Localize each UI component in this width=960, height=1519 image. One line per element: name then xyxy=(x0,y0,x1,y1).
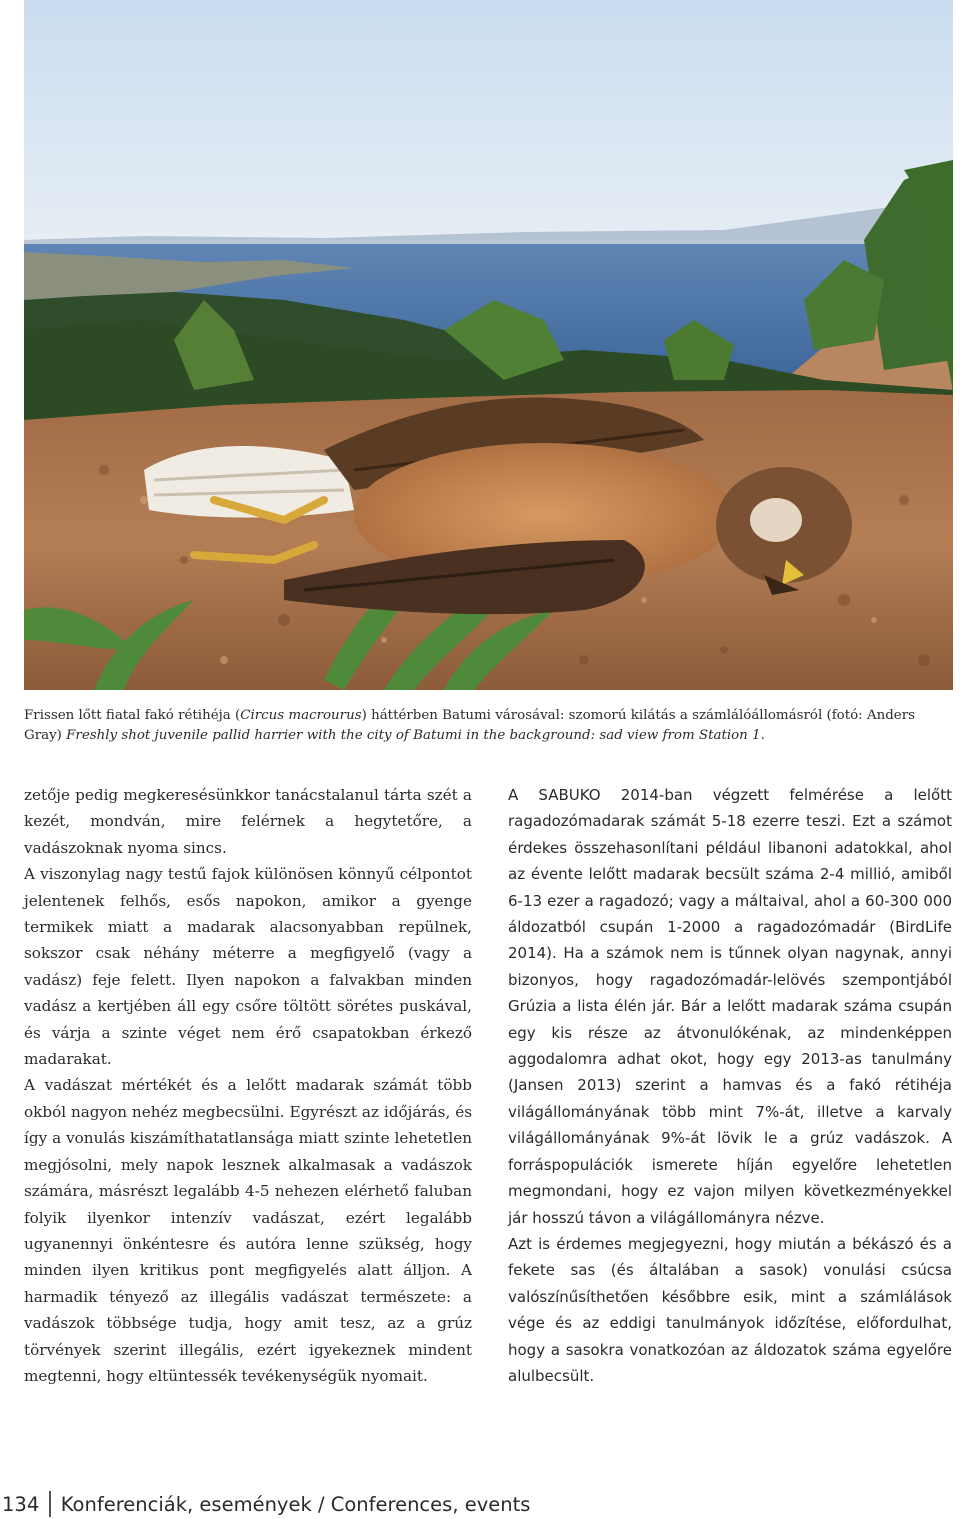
caption-hu-prefix: Frissen lőtt fiatal fakó rétihéja ( xyxy=(24,708,241,723)
left-paragraph-1: zetője pedig megkeresésünkkor tanácstalanul tárta szét a kezét, mondván, mire felérnek a hegytetőre, a vadászoknak nyoma sincs. xyxy=(24,786,472,857)
left-paragraph-3: A vadászat mértékét és a lelőtt madarak számát több okból nagyon nehéz megbecsülni. Egyrészt az időjárás, és így a vonulás kiszámíthatatlansága miatt szinte lehetetlen megjósolni, mely napok lesznek alkalmasak a vadászok számára, másrészt legalább 4-5 nehezen elérhető faluban folyik ilyenkor intenzív vadászat, ezért legalább ugyanennyi önkéntesre és autóra lenne szükség, hogy minden ilyen kritikus pont megfigyelés alatt álljon. A harmadik tényező az illegális vadászat természete: a vadászok többsége tudja, hogy amit tesz, az a grúz törvények szerint illegális, ezért igyekeznek mindent megtenni, hogy eltüntessék tevékenységük nyomait. xyxy=(24,1076,472,1385)
photo xyxy=(24,0,953,690)
caption-hu-suffix: ) háttérben Batumi városával: szomorú kilátás a számlálóállomásról (fotó: Anders Gray) xyxy=(24,708,916,743)
right-paragraph-1: A SABUKO 2014-ban végzett felmérése a lelőtt ragadozómadarak számát 5-18 ezerre teszi. Ezt a számot érdekes összehasonlítani például libanoni adatokkal, ahol az évente lelőtt madarak becsült száma 2-4 millió, amiből 6-13 ezer a ragadozó; vagy a máltaival, ahol a 60-300 000 áldozatból csupán 1-2000 a ragadozómadár (BirdLife 2014). Ha a számok nem is tűnnek olyan nagynak, annyi bizonyos, hogy ragadozómadár-lelövés szempontjából Grúzia a lista élén jár. Bár a lelőtt madarak száma csupán egy kis része az átvonulókénak, az mindenképpen aggodalomra adhat okot, hogy egy 2013-as tanulmány (Jansen 2013) szerint a hamvas és a fakó rétihéja világállományának több mint 7%-át, illetve a karvaly világállományának 9%-át lövik le a grúz vadászok. A forráspopulációk ismerete híján egyelőre lehetetlen megmondani, hogy ez vajon milyen következményekkel jár hosszú távon a világállományra nézve. xyxy=(508,786,952,1227)
caption-hu-latin: Circus macrourus xyxy=(240,708,362,723)
section-title: Konferenciák, események / Conferences, events xyxy=(60,1492,531,1516)
photo-caption xyxy=(24,706,954,746)
left-paragraph-2: A viszonylag nagy testű fajok különösen könnyű célpontot jelentenek felhős, esős napokon, amikor a gyenge termikek miatt a madarak alacsonyabban repülnek, sokszor csak néhány méterre a megfigyelő (vagy a vadász) feje felett. Ilyen napokon a falvakban minden vadász a kertjében áll egy csőre töltött sörétes puskával, és várja a szinte véget nem érő csapatokban érkező madarakat. xyxy=(24,865,472,1069)
page-footer xyxy=(2,1489,530,1519)
photo-image xyxy=(24,0,953,690)
caption-en: Freshly shot juvenile pallid harrier with the city of Batumi in the background: sad view from Station 1. xyxy=(66,728,765,743)
page-number: 134 xyxy=(2,1492,40,1516)
right-paragraph-2: Azt is érdemes megjegyezni, hogy miután a békászó és a fekete sas (és általában a sasok) vonulási csúcsa valószínűsíthetően későbbre esik, mint a számlálások vége és az eddigi tanulmányok időzítése, előfordulhat, hogy a sasokra vonatkozóan az áldozatok száma egyelőre alulbecsült. xyxy=(508,1234,952,1385)
left-column xyxy=(24,782,472,1389)
footer-divider xyxy=(49,1491,51,1517)
right-column xyxy=(508,782,952,1389)
